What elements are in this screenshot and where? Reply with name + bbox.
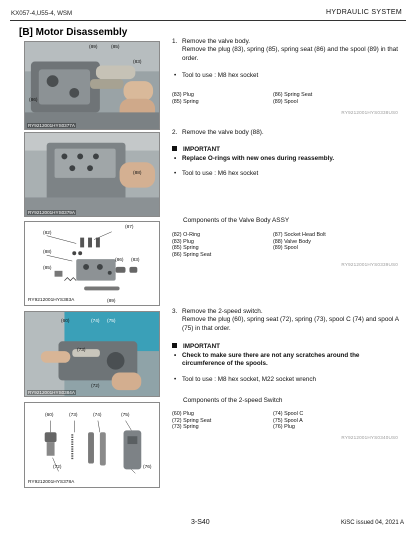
callout-86: (86) xyxy=(29,98,38,103)
issue-info: KiSC issued 04, 2021 A xyxy=(340,520,404,526)
part-item: (89) Spool xyxy=(273,98,298,105)
part-item: (76) Plug xyxy=(273,424,295,431)
important-notice-1 xyxy=(172,146,220,153)
callout-73: (73) xyxy=(69,413,78,418)
tool-note-3 xyxy=(174,376,402,384)
callout-76: (76) xyxy=(143,465,152,470)
figure-caption: RY9212001HYS0377A xyxy=(28,123,75,128)
callout-85: (85) xyxy=(43,266,52,271)
part-item: (89) Spool xyxy=(273,245,298,252)
figure-valve-body-88-photo xyxy=(24,132,160,217)
step-text: Remove the valve body (88). xyxy=(182,129,264,136)
callout-74: (74) xyxy=(93,413,102,418)
callout-60: (60) xyxy=(45,413,54,418)
callout-83: (83) xyxy=(133,60,142,65)
bullet-dot: • xyxy=(174,72,177,79)
valve-body-photo-image xyxy=(25,42,159,129)
manual-model: KX057-4,U55-4, WSM xyxy=(11,10,73,17)
important-text-1 xyxy=(174,155,402,163)
bullet-dot: • xyxy=(174,376,177,383)
components-switch-title: Components of the 2-speed Switch xyxy=(183,397,283,404)
figure-2-speed-switch-photo xyxy=(24,311,160,397)
reference-code: RY9212001HYS0338US0 xyxy=(341,110,398,115)
step-1 xyxy=(172,38,404,63)
part-item: (75) Spool A xyxy=(273,417,303,424)
reference-code: RY9212001HYS0339US0 xyxy=(341,262,398,267)
step-number: 3. xyxy=(172,308,178,315)
important-label: IMPORTANT xyxy=(183,146,220,153)
callout-88: (88) xyxy=(133,171,142,176)
callout-82: (82) xyxy=(43,231,52,236)
chapter-title: HYDRAULIC SYSTEM xyxy=(326,9,402,16)
part-item: (85) Spring xyxy=(172,245,199,252)
callout-72: (72) xyxy=(53,465,62,470)
header-divider xyxy=(10,20,406,21)
part-item: (88) Valve Body xyxy=(273,238,311,245)
important-text: Check to make sure there are not any scratches around the circumference of the spools. xyxy=(182,352,360,368)
important-square-icon xyxy=(172,146,177,151)
figure-caption: RY9212001HYS0384A xyxy=(28,390,75,395)
figure-valve-body-photo xyxy=(24,41,160,130)
important-notice-2 xyxy=(172,343,220,350)
important-text: Replace O-rings with new ones during reassembly. xyxy=(182,155,335,162)
step-subtext: Remove the plug (60), spring seat (72), spring (73), spool C (74) and spool A (75) in that order. xyxy=(182,316,399,332)
important-label: IMPORTANT xyxy=(183,343,220,350)
tool-text: Tool to use : M6 hex socket xyxy=(182,170,259,177)
step-2 xyxy=(172,129,404,137)
step-number: 2. xyxy=(172,129,178,136)
part-item: (85) Spring xyxy=(172,98,199,105)
callout-88: (88) xyxy=(43,250,52,255)
callout-89: (89) xyxy=(89,45,98,50)
part-item: (83) Plug xyxy=(172,238,194,245)
callout-85: (85) xyxy=(111,45,120,50)
callout-87: (87) xyxy=(125,225,134,230)
figure-caption: RY9212001HYS0379A xyxy=(28,210,75,215)
callout-72: (72) xyxy=(91,384,100,389)
part-item: (82) O-Ring xyxy=(172,232,201,238)
bullet-dot: • xyxy=(174,170,177,177)
callout-74: (74) xyxy=(91,319,100,324)
part-item: (72) Spring Seat xyxy=(172,417,212,424)
step-text: Remove the valve body. xyxy=(182,38,251,45)
tool-note-2 xyxy=(174,170,402,178)
part-item: (87) Socket Head Bolt xyxy=(273,232,326,238)
bullet-dot: • xyxy=(174,352,177,359)
section-title: [B] Motor Disassembly xyxy=(19,27,128,38)
important-square-icon xyxy=(172,343,177,348)
bullet-dot: • xyxy=(174,155,177,162)
page-number: 3-S40 xyxy=(191,519,210,526)
part-item: (74) Spool C xyxy=(273,411,304,417)
tool-text: Tool to use : M8 hex socket, M22 socket wrench xyxy=(182,376,317,383)
figure-valve-body-components-drawing xyxy=(24,221,160,306)
callout-86: (86) xyxy=(115,258,124,263)
part-item: (86) Spring Seat xyxy=(273,92,313,98)
callout-83: (83) xyxy=(131,258,140,263)
important-text-2 xyxy=(174,352,402,368)
callout-75: (75) xyxy=(121,413,130,418)
figure-2-speed-switch-components-drawing xyxy=(24,402,160,488)
components-valve-title: Components of the Valve Body ASSY xyxy=(183,217,290,224)
step-text: Remove the 2-speed switch. xyxy=(182,308,263,315)
step-subtext: Remove the plug (83), spring (85), spring seat (86) and the spool (89) in that order. xyxy=(182,46,398,62)
part-item: (73) Spring xyxy=(172,424,199,431)
callout-73: (73) xyxy=(77,348,86,353)
part-item: (60) Plug xyxy=(172,411,194,417)
figure-caption: RY9212001HYS383A xyxy=(28,298,75,303)
callout-89: (89) xyxy=(107,299,116,304)
part-item: (86) Spring Seat xyxy=(172,251,212,258)
callout-75: (75) xyxy=(107,319,116,324)
step-3 xyxy=(172,308,404,333)
reference-code: RY9212001HYS0340US0 xyxy=(341,435,398,440)
tool-text: Tool to use : M8 hex socket xyxy=(182,72,259,79)
step-number: 1. xyxy=(172,38,178,45)
part-item: (83) Plug xyxy=(172,92,194,98)
tool-note-1 xyxy=(174,72,402,80)
callout-60: (60) xyxy=(61,319,70,324)
figure-caption: RY9212001HYS378A xyxy=(28,480,75,485)
